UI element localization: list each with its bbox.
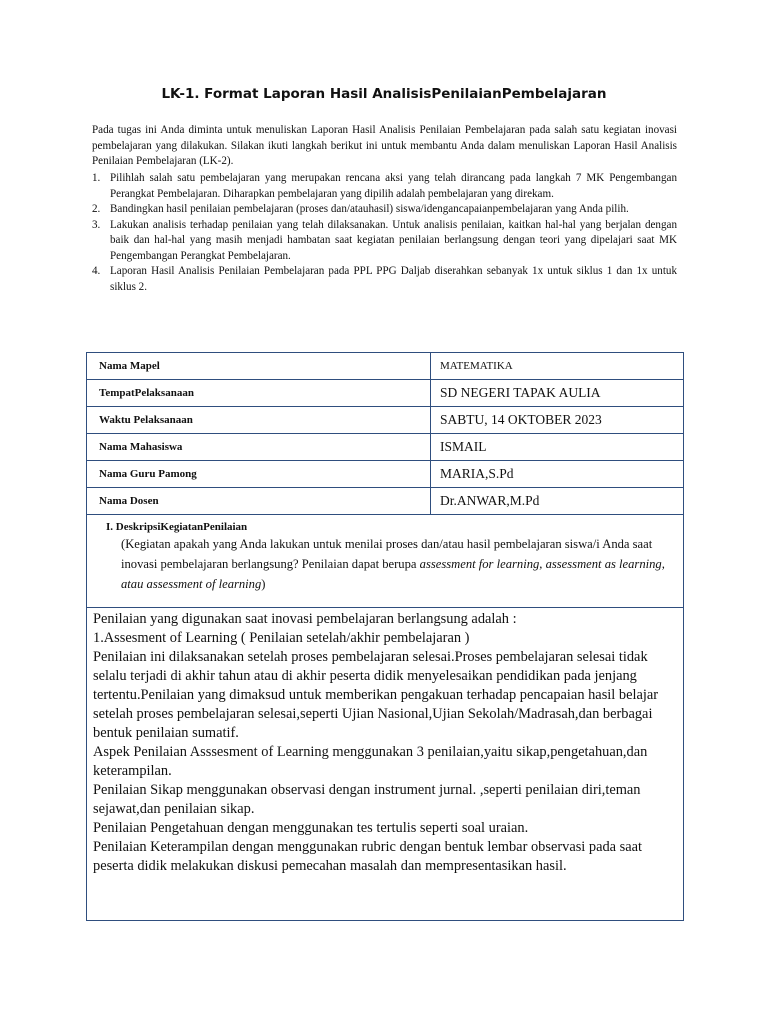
value-waktu: SABTU, 14 OKTOBER 2023 — [431, 407, 684, 434]
list-item — [92, 218, 677, 265]
label-guru-pamong: Nama Guru Pamong — [87, 461, 431, 488]
step-text: Laporan Hasil Analisis Penilaian Pembelajaran pada PPL PPG Daljab diserahkan sebanyak 1x untuk siklus 1 dan 1x untuk siklus 2. — [110, 265, 677, 293]
label-mahasiswa: Nama Mahasiswa — [87, 434, 431, 461]
step-number: 3. — [92, 218, 101, 231]
description-section — [86, 513, 684, 608]
section-instructions — [121, 534, 669, 594]
step-text: Pilihlah salah satu pembelajaran yang merupakan rencana aksi yang telah dirancang pada langkah 7 MK Pengembangan Perangkat Pembelajaran. Diharapkan pembelajaran yang dipilih adalah pembelajaran yang direkam. — [110, 172, 677, 200]
answer-paragraph: Penilaian yang digunakan saat inovasi pembelajaran berlangsung adalah : — [93, 611, 517, 627]
answer-paragraph: Penilaian Keterampilan dengan menggunakan rubric dengan bentuk lembar observasi pada saat peserta didik melakukan diskusi pemecahan masalah dan mempresentasikan hasil. — [93, 839, 643, 874]
value-guru-pamong: MARIA,S.Pd — [431, 461, 684, 488]
answer-paragraph: Penilaian Pengetahuan dengan menggunakan tes tertulis seperti soal uraian. — [93, 820, 529, 836]
table-row — [87, 353, 684, 380]
step-text: Lakukan analisis terhadap penilaian yang telah dilaksanakan. Untuk analisis penilaian, kaitkan hal-hal yang berjalan dengan baik dan hal-hal yang masih menjadi hambatan saat kegiatan penilaian berlangsung dengan teori yang dipelajari saat MK Pengembangan Perangkat Pembelajaran. — [110, 218, 677, 262]
list-item — [92, 202, 677, 218]
identity-table — [86, 352, 684, 515]
instruction-italic: assessment for learning, assessment as learning, atau assessment of learning — [121, 557, 665, 591]
table-row — [87, 407, 684, 434]
table-row — [87, 434, 684, 461]
paren-open: ( — [121, 537, 126, 551]
answer-paragraph: Aspek Penilaian Asssesment of Learning menggunakan 3 penilaian,yaitu sikap,pengetahuan,dan keterampilan. — [93, 744, 648, 779]
answer-paragraph: Penilaian Sikap menggunakan observasi dengan instrument jurnal. ,seperti penilaian diri,teman sejawat,dan penilaian sikap. — [93, 782, 641, 817]
answer-content — [93, 610, 673, 876]
list-item — [92, 264, 677, 295]
label-dosen: Nama Dosen — [87, 488, 431, 515]
page-title: LK-1. Format Laporan Hasil AnalisisPenilaianPembelajaran — [161, 86, 607, 102]
answer-section — [86, 607, 684, 921]
label-tempat: TempatPelaksanaan — [87, 380, 431, 407]
value-mahasiswa: ISMAIL — [431, 434, 684, 461]
paren-close: ) — [261, 577, 266, 591]
step-number: 1. — [92, 172, 101, 184]
step-number: 4. — [92, 265, 101, 277]
value-mapel: MATEMATIKA — [431, 353, 684, 380]
value-dosen: Dr.ANWAR,M.Pd — [431, 488, 684, 515]
intro-paragraph: Pada tugas ini Anda diminta untuk menuliskan Laporan Hasil Analisis Penilaian Pembelajaran pada salah satu kegiatan inovasi pembelajaran yang dilakukan. Silakan ikuti langkah berikut ini untuk membantu Anda dalam menuliskan Laporan Hasil Analisis Penilaian Pembelajaran (LK-2). — [92, 124, 677, 167]
instruction-steps — [92, 171, 677, 295]
answer-paragraph: 1.Assesment of Learning ( Penilaian setelah/akhir pembelajaran ) — [93, 630, 470, 646]
table-row — [87, 380, 684, 407]
label-waktu: Waktu Pelaksanaan — [87, 407, 431, 434]
label-mapel: Nama Mapel — [87, 353, 431, 380]
answer-paragraph: Penilaian ini dilaksanakan setelah proses pembelajaran selesai.Proses pembelajaran selesai tidak selalu terjadi di akhir tahun atau di akhir peserta didik menyelesaikan pendidikan pada jenjang tertentu.Penilaian yang dimaksud untuk memberikan pengakuan terhadap pencapaian hasil belajar setelah proses pembelajaran selesai,seperti Ujian Nasional,Ujian Sekolah/Madrasah,dan berbagai bentuk penilaian sumatif. — [93, 649, 659, 741]
value-tempat: SD NEGERI TAPAK AULIA — [431, 380, 684, 407]
instruction-text: Kegiatan apakah yang Anda lakukan untuk menilai proses dan/atau hasil pembelajaran siswa/i Anda saat inovasi pembelajaran berlangsung? Penilaian dapat berupa — [121, 537, 653, 571]
section-heading: I. DeskripsiKegiatanPenilaian — [106, 521, 248, 533]
table-row — [87, 461, 684, 488]
list-item — [92, 171, 677, 202]
step-number: 2. — [92, 203, 101, 215]
table-row — [87, 488, 684, 515]
step-text: Bandingkan hasil penilaian pembelajaran (proses dan/atauhasil) siswa/idengancapaianpembelajaran yang Anda pilih. — [110, 203, 629, 215]
